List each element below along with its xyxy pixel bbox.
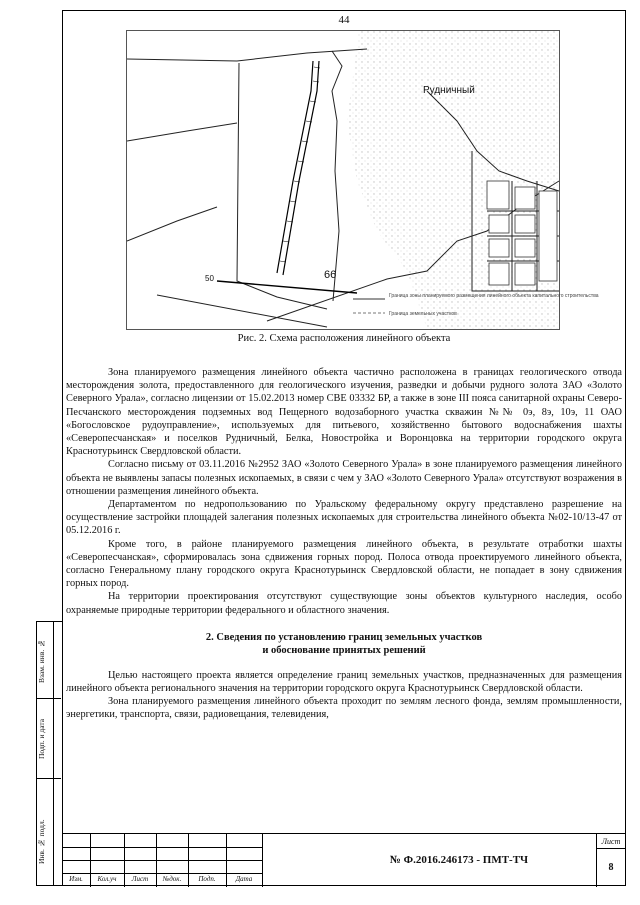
col-ndok: №док. [162,875,182,883]
section-heading: 2. Сведения по установлению границ земельных участков и обоснование принятых решений [205,631,483,656]
document-code: № Ф.2016.246173 - ПМТ-ТЧ [389,854,529,866]
paragraph: На территории проектирования отсутствуют существующие зоны объектов культурного наследия, особо охраняемые природные территории федерального и областного значения. [66,591,622,616]
side-stamp-inv: Инв. № подл. [37,819,46,865]
settlement-label: Рудничный [423,85,475,96]
paragraph: Департаментом по недропользованию по Уральскому федеральному округу представлено разрешение на осуществление застройки площадей залегания полезных ископаемых для строительства линейного объекта №02-10/13-47 от 05.12.2016 г. [66,499,622,537]
legend-item-zone: Граница зоны планируемого размещения линейного объекта капитального строительства [389,293,599,299]
col-koluch: Кол.уч [97,875,117,883]
sheet-number: 8 [608,862,614,873]
paragraph: Целью настоящего проекта является определение границ земельных участков, предназначенных для размещения линейного объекта регионального значения на территории городского округа Краснотурьинск Свердловской области. [66,669,622,695]
paragraph: Согласно письму от 03.11.2016 №2952 ЗАО «Золото Северного Урала» в зоне планируемого размещения линейного объекта не выявлены запасы полезных ископаемых, в связи с чем у ЗАО «Золото Северного Урала» отсутствуют возражения в отношении размещения линейного объекта. [66,459,622,497]
block-label-50: 50 [205,274,214,283]
side-stamp-podp: Подп. и дата [37,718,46,760]
paragraph: Зона планируемого размещения линейного объекта проходит по землям лесного фонда, землям промышленности, энергетики, транспорта, связи, радиовещания, телевидения, [66,696,622,721]
map-drawing [127,31,599,329]
col-list: Лист [131,875,149,883]
col-podp: Подп. [198,875,216,883]
title-block [62,833,626,886]
paragraph: Кроме того, в районе планируемого размещения линейного объекта, в результате отработки шахты «Северопесчанская», сформировалась зона сдвижения горных пород. Полоса отвода проектируемого линейного объекта, согласно Генеральному плану городского округа Краснотурьинск Свердловской области, не попадает в зону сдвижения горных пород. [66,538,622,590]
side-stamp-vzam: Взам. инв. № [37,638,46,684]
page-number: 44 [338,14,350,26]
col-data: Дата [235,875,253,883]
sheet-label: Лист [601,837,621,846]
site-map-figure [126,30,599,330]
body-text [66,366,622,722]
paragraph: Зона планируемого размещения линейного объекта частично расположена в границах геологического отвода месторождения золота, предоставленного для геологического изучения, разведки и добычи рудного золота ЗАО «Золото Северного Урала», согласно лицензии от 15.02.2013 номер СВЕ 03332 БР, а также в зоне III пояса санитарной охраны Северо-Песчанского месторождения подземных вод Пещерного водозаборного участка скважин №№ 0э, 8э, 10э, 11 ОАО «Богословское рудоуправление», используемых для питьевого, хозяйственно бытового водоснабжения шахты «Северопесчанская» и поселков Рудничный, Белка, Новостройка и Воронцовка на территории городского округа Краснотурьинск Свердловской области. [66,367,622,458]
legend-item-parcel: Граница земельных участков [389,311,457,317]
block-label-66: 66 [324,269,337,281]
side-stamp [36,621,62,886]
col-izm: Изм. [69,875,83,883]
figure-caption: Рис. 2. Схема расположения линейного объекта [237,333,451,344]
